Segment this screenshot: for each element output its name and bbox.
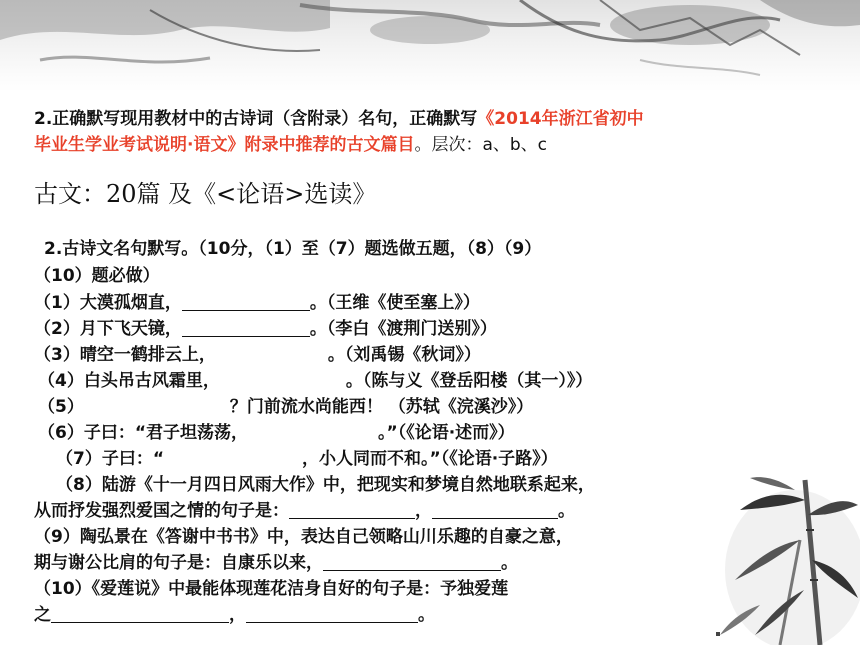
answer-blank[interactable] [323, 553, 501, 571]
q3-prompt: （3）晴空一鹤排云上， [34, 345, 216, 365]
question-6 [38, 418, 515, 443]
ink-painting-banner [0, 0, 860, 92]
question-intro-cont: （10）题必做） [34, 266, 160, 286]
bamboo-painting [700, 470, 860, 645]
exam-guide-title-cont: 毕业生学业考试说明·语文》附录中推荐的古文篇目 [34, 135, 415, 155]
question-10-cont [34, 600, 435, 625]
question-5 [38, 392, 533, 417]
answer-blank[interactable] [182, 293, 310, 311]
q8-prompt: 从而抒发强烈爱国之情的句子是： [34, 501, 289, 521]
q6-source: 。”（《论语·述而》） [378, 423, 515, 443]
question-8-cont [34, 496, 575, 521]
section-heading: 古文：20篇 及《<论语>选读》 [34, 180, 377, 208]
q3-source: 。（刘禹锡《秋词》） [327, 345, 481, 365]
q7-source: ，小人同而不和。”（《论语·子路》） [302, 449, 558, 469]
question-3 [34, 340, 481, 365]
exam-guide-title: 《2014年浙江省初中 [477, 109, 644, 129]
q8-period: 。 [558, 501, 575, 521]
q4-source: 。（陈与义《登岳阳楼（其一）》） [345, 371, 593, 391]
question-4 [38, 366, 592, 391]
slide-marker [716, 632, 720, 636]
question-2 [34, 314, 497, 339]
level-text: 。层次：a、b、c [414, 135, 548, 155]
question-10: （10）《爱莲说》中最能体现莲花洁身自好的句子是：予独爱莲 [34, 579, 509, 599]
question-7 [56, 444, 558, 469]
question-9-cont [34, 548, 518, 573]
q10-comma: ， [229, 605, 246, 625]
question-1 [34, 288, 480, 313]
q7-prompt: （7）子曰：“ [56, 449, 165, 469]
q5-prompt: （5） [38, 397, 84, 417]
question-8: （8）陆游《十一月四日风雨大作》中，把现实和梦境自然地联系起来， [56, 475, 595, 495]
requirement-line-2 [34, 130, 547, 155]
q10-prompt: 之 [34, 605, 51, 625]
q10-period: 。 [418, 605, 435, 625]
q1-source: 。（王维《使至塞上》） [309, 293, 480, 313]
answer-blank[interactable] [289, 501, 415, 519]
q6-prompt: （6）子曰：“君子坦荡荡， [38, 423, 249, 443]
q9-period: 。 [501, 553, 518, 573]
answer-blank[interactable] [246, 605, 418, 623]
q8-comma: ， [415, 501, 432, 521]
q2-prompt: （2）月下飞天镜， [34, 319, 182, 339]
question-9: （9）陶弘景在《答谢中书书》中，表达自己领略山川乐趣的自豪之意， [34, 527, 573, 547]
answer-blank[interactable] [432, 501, 558, 519]
answer-blank[interactable] [182, 319, 310, 337]
question-intro: 2.古诗文名句默写。（10分，（1）至（7）题选做五题，（8）（9） [44, 239, 542, 259]
requirement-line-1 [34, 104, 644, 129]
answer-blank[interactable] [51, 605, 229, 623]
q4-prompt: （4）白头吊古风霜里， [38, 371, 220, 391]
q1-prompt: （1）大漠孤烟直， [34, 293, 182, 313]
q5-source: ？门前流水尚能西！ （苏轼《浣溪沙》） [229, 397, 534, 417]
q2-source: 。（李白《渡荆门送别》） [309, 319, 497, 339]
q9-prompt: 期与谢公比肩的句子是：自康乐以来， [34, 553, 323, 573]
requirement-text: 2.正确默写现用教材中的古诗词（含附录）名句，正确默写 [34, 109, 478, 129]
